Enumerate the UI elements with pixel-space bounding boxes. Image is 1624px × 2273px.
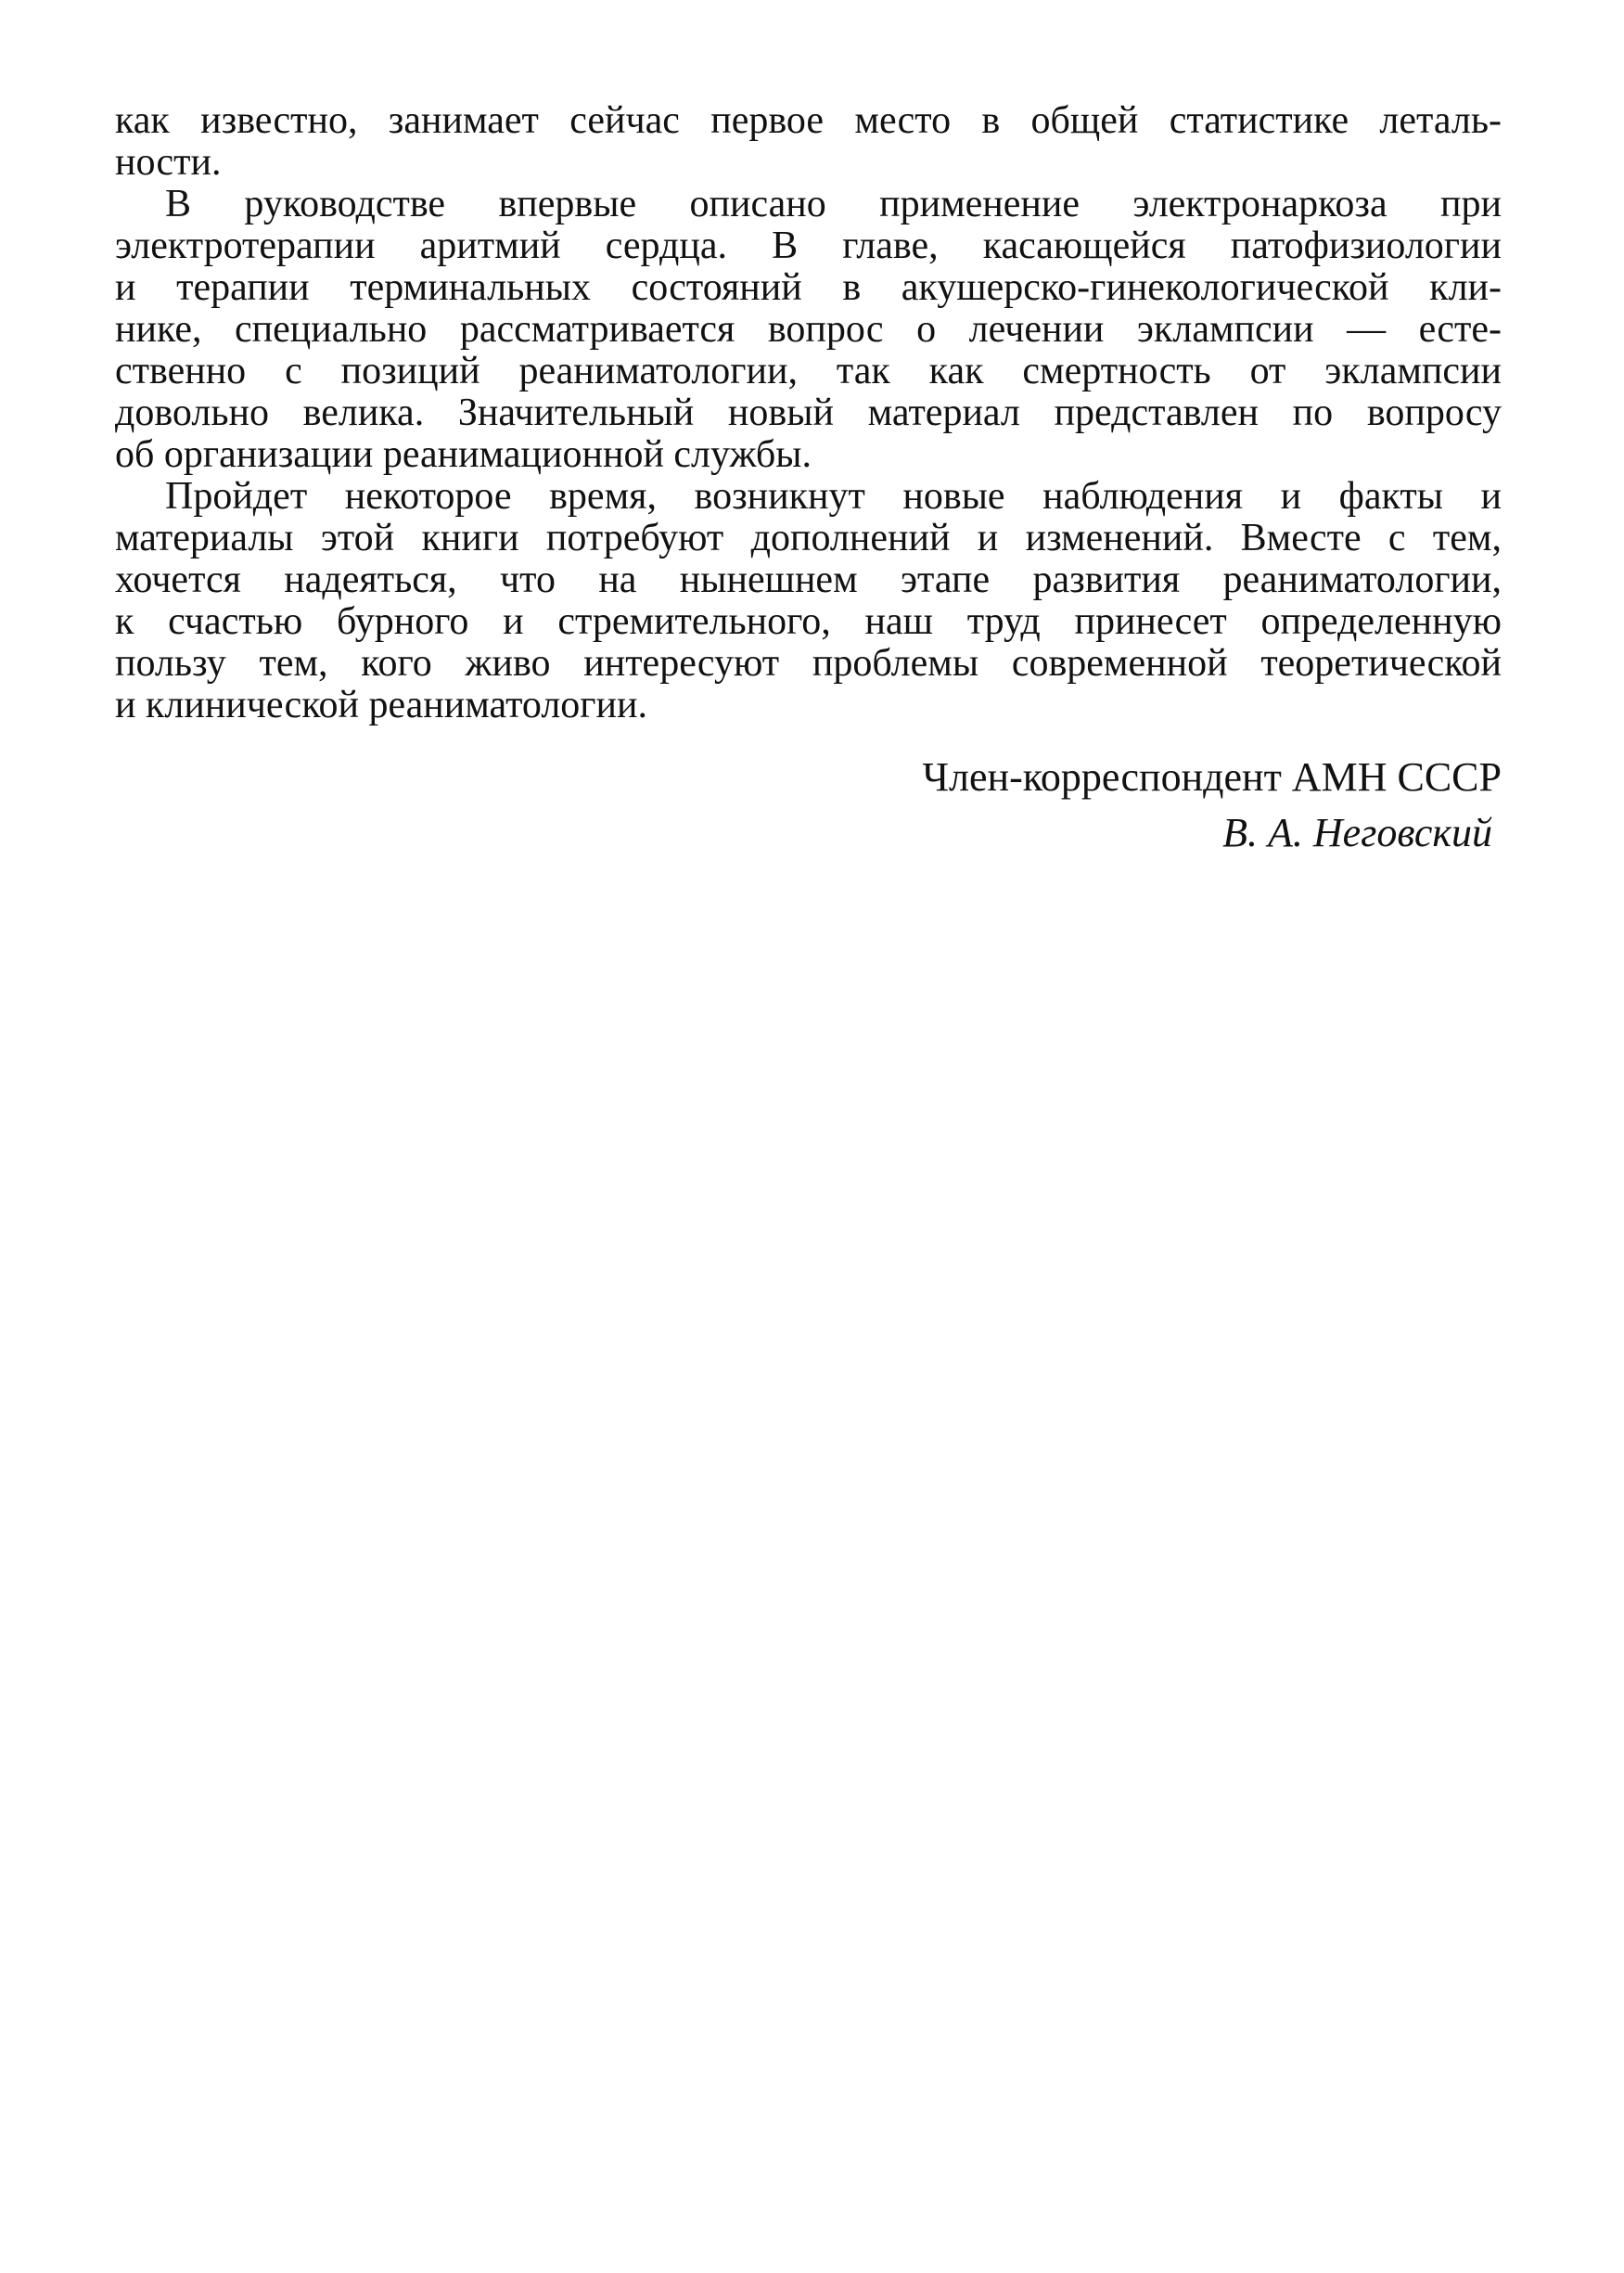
text-line: электротерапии аритмий сердца. В главе, касающейся патофизиологии: [115, 225, 1502, 267]
signature-name: В. А. Неговский: [1222, 810, 1492, 855]
text-line: ности.: [115, 141, 222, 184]
text-line: и клинической реаниматологии.: [115, 684, 647, 726]
signature-block: [922, 750, 1502, 861]
text-line: к счастью бурного и стремительного, наш труд принесет определенную: [115, 600, 1502, 643]
paragraph-first-line: Пройдет некоторое время, возникнут новые наблюдения и факты и: [165, 475, 1502, 518]
text-line: ственно с позиций реаниматологии, так как смертность от эклампсии: [115, 350, 1502, 392]
body-text: [115, 100, 1502, 726]
paragraph-first-line: В руководстве впервые описано применение электронаркоза при: [165, 183, 1502, 225]
text-line: как известно, занимает сейчас первое место в общей статистике леталь-: [115, 99, 1502, 142]
signature-title: Член-корреспондент АМН СССР: [922, 754, 1502, 800]
text-line: довольно велика. Значительный новый материал представлен по вопросу: [115, 392, 1502, 434]
text-line: и терапии терминальных состояний в акушерско-гинекологической кли-: [115, 266, 1502, 309]
text-line: нике, специально рассматривается вопрос о лечении эклампсии — есте-: [115, 308, 1502, 351]
text-line: хочется надеяться, что на нынешнем этапе развития реаниматологии,: [115, 559, 1502, 601]
text-line: об организации реанимационной службы.: [115, 433, 812, 476]
text-line: материалы этой книги потребуют дополнений и изменений. Вместе с тем,: [115, 517, 1502, 559]
text-line: пользу тем, кого живо интересуют проблемы современной теоретической: [115, 642, 1502, 685]
